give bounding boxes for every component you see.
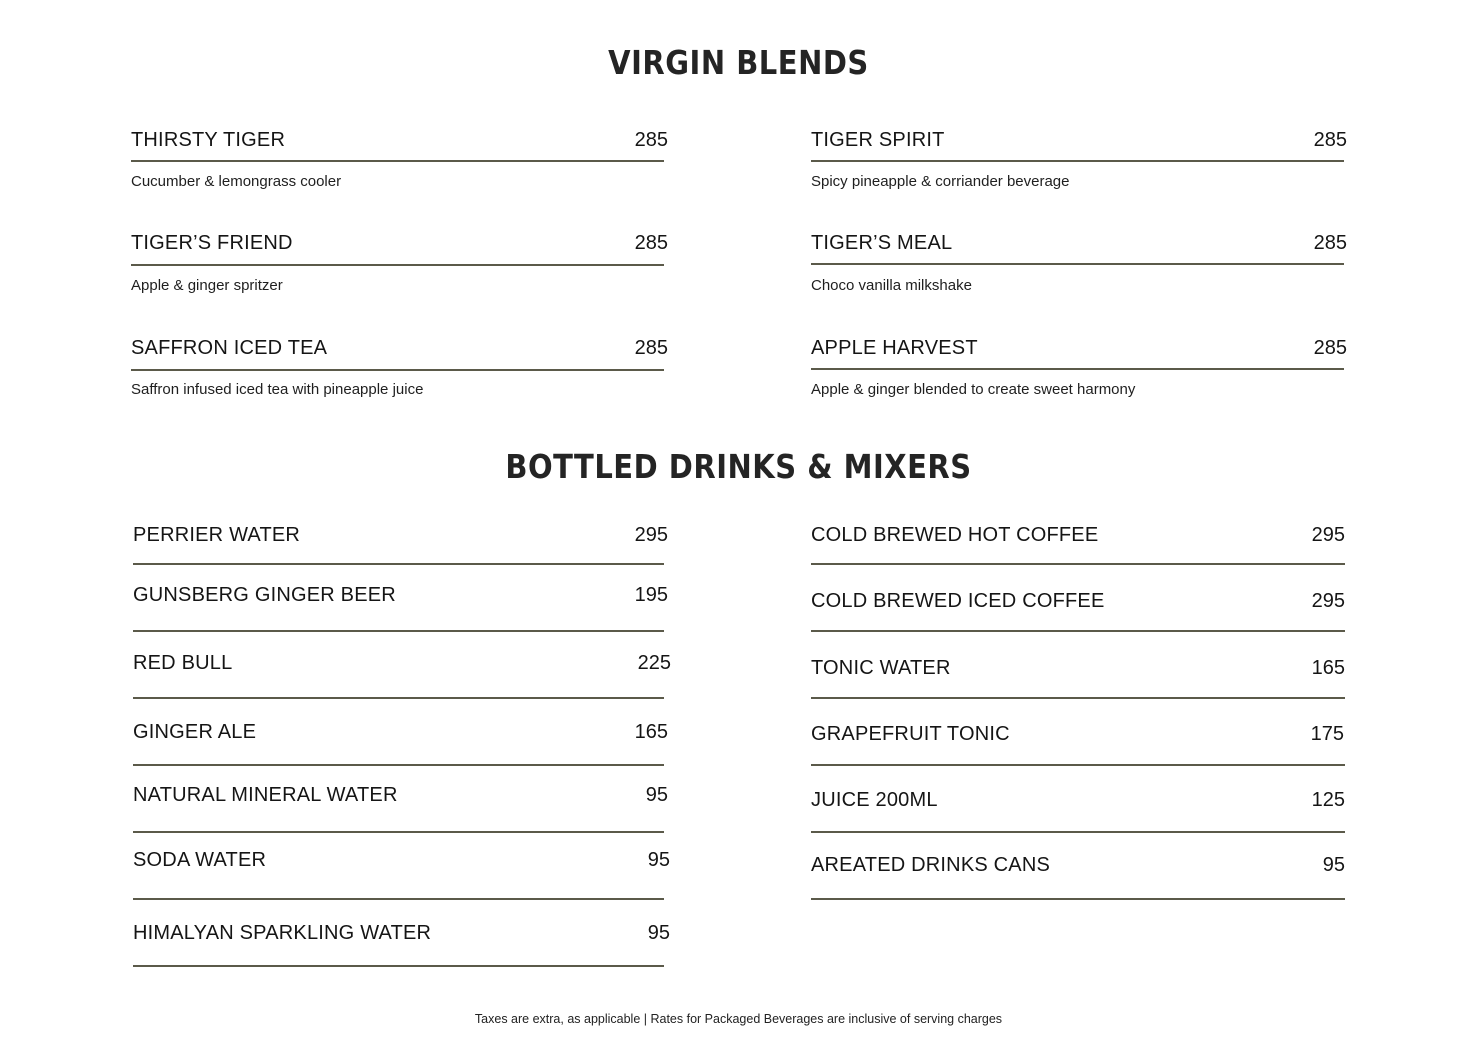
item-name: THIRSTY TIGER: [131, 129, 286, 151]
item-price: 285: [634, 337, 668, 359]
divider: [811, 697, 1345, 699]
item-price: 285: [1313, 337, 1347, 359]
divider: [133, 898, 664, 900]
item-price: 285: [1313, 129, 1347, 151]
item-price: 95: [1322, 854, 1345, 876]
item-price: 225: [637, 652, 671, 674]
item-price: 95: [645, 784, 668, 806]
divider: [133, 965, 664, 967]
divider: [811, 160, 1344, 162]
divider: [131, 160, 664, 162]
divider: [133, 764, 664, 766]
item-description: Apple & ginger blended to create sweet harmony: [811, 381, 1136, 398]
item-name: TONIC WATER: [811, 657, 951, 679]
item-name: HIMALYAN SPARKLING WATER: [133, 922, 432, 944]
item-description: Choco vanilla milkshake: [811, 277, 972, 294]
divider: [133, 831, 664, 833]
item-name: TIGER’S FRIEND: [131, 232, 293, 254]
item-price: 295: [634, 524, 668, 546]
item-price: 285: [634, 232, 668, 254]
divider: [133, 697, 664, 699]
item-description: Cucumber & lemongrass cooler: [131, 173, 342, 190]
divider: [131, 369, 664, 371]
item-name: GINGER ALE: [133, 721, 257, 743]
item-price: 285: [634, 129, 668, 151]
divider: [811, 630, 1345, 632]
divider: [133, 563, 664, 565]
item-name: APPLE HARVEST: [811, 337, 978, 359]
item-name: SAFFRON ICED TEA: [131, 337, 328, 359]
item-price: 285: [1313, 232, 1347, 254]
item-name: RED BULL: [133, 652, 233, 674]
item-price: 295: [1311, 590, 1345, 612]
item-name: JUICE 200ML: [811, 789, 938, 811]
item-name: PERRIER WATER: [133, 524, 301, 546]
divider: [811, 831, 1345, 833]
item-description: Spicy pineapple & corriander beverage: [811, 173, 1070, 190]
item-price: 95: [647, 922, 670, 944]
footer-note: Taxes are extra, as applicable | Rates for Packaged Beverages are inclusive of serving charges: [474, 1012, 1003, 1026]
item-price: 95: [647, 849, 670, 871]
item-name: COLD BREWED ICED COFFEE: [811, 590, 1105, 612]
item-description: Saffron infused iced tea with pineapple juice: [131, 381, 424, 398]
divider: [811, 263, 1344, 265]
item-name: GRAPEFRUIT TONIC: [811, 723, 1010, 745]
item-name: COLD BREWED HOT COFFEE: [811, 524, 1099, 546]
item-description: Apple & ginger spritzer: [131, 277, 283, 294]
item-price: 165: [1311, 657, 1345, 679]
item-price: 295: [1311, 524, 1345, 546]
divider: [133, 630, 664, 632]
divider: [131, 264, 664, 266]
item-name: TIGER SPIRIT: [811, 129, 945, 151]
item-name: GUNSBERG GINGER BEER: [133, 584, 396, 606]
item-price: 125: [1311, 789, 1345, 811]
divider: [811, 563, 1345, 565]
divider: [811, 368, 1344, 370]
item-name: NATURAL MINERAL WATER: [133, 784, 398, 806]
virgin-blends-title: VIRGIN BLENDS: [608, 43, 869, 83]
item-price: 195: [634, 584, 668, 606]
divider: [811, 898, 1345, 900]
item-name: TIGER’S MEAL: [811, 232, 953, 254]
bottled-drinks-title: BOTTLED DRINKS & MIXERS: [505, 447, 972, 487]
item-price: 165: [634, 721, 668, 743]
item-price: 175: [1310, 723, 1344, 745]
item-name: AREATED DRINKS CANS: [811, 854, 1051, 876]
divider: [811, 764, 1345, 766]
item-name: SODA WATER: [133, 849, 267, 871]
